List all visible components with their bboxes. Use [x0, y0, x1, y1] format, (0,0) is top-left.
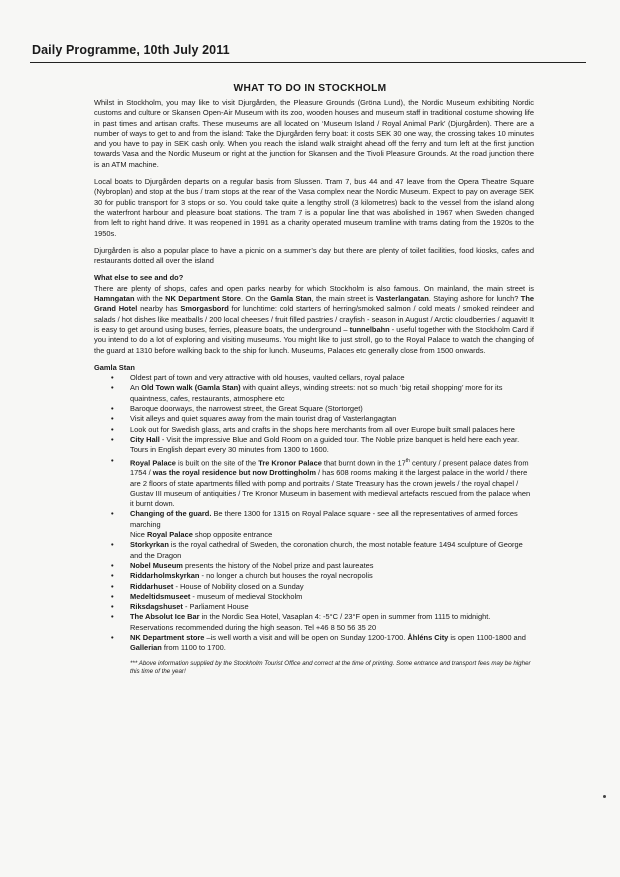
item-text: - no longer a church but houses the royal necropolis	[199, 571, 373, 581]
text-run: - useful together with the Stockholm Card if you intend to do a lot of exploring and visiting museums. You might like to just stroll, go to the Royal Palace to watch the changing of the guard at 1310 before walking back to the ship for lunch. Museums, Palaces etc generally close from 1500 onwards.	[94, 324, 534, 355]
item-bold: was the royal residence but now Drottingholm	[152, 468, 316, 478]
list-item	[130, 509, 534, 540]
gamla-stan-heading: Gamla Stan	[94, 362, 135, 372]
item-bold: Storkyrkan	[130, 540, 169, 550]
item-text: Visit alleys and quiet squares away from the main tourist drag of Vasterlangagtan	[130, 414, 397, 424]
list-item	[130, 612, 534, 633]
item-text: - Parliament House	[182, 602, 249, 612]
item-bold: City Hall	[130, 434, 160, 444]
item-text: is the royal cathedral of Sweden, the coronation church, the most notable feature 1494 sculpture of George and the Dragon	[130, 540, 523, 560]
list-item	[130, 383, 534, 404]
list-item	[130, 373, 534, 383]
scan-speck	[603, 795, 606, 798]
item-text: Nice	[130, 530, 147, 540]
text-run: nearby has	[137, 304, 181, 314]
item-text: with quaint alleys, winding streets: not so much ‘big retail shopping’ more for its quaintness, cafes, restaurants, atmosphere etc	[130, 383, 503, 403]
superscript: th	[405, 457, 410, 464]
item-text: Be there 1300 for 1315 on Royal Palace square - see all the representatives of armed forces marching	[130, 509, 518, 529]
item-bold: Åhléns City	[407, 633, 449, 643]
item-text: shop opposite entrance	[192, 530, 273, 540]
item-bold: Tre Kronor Palace	[258, 457, 322, 467]
item-bold: Changing of the guard.	[130, 509, 212, 519]
item-text: An	[130, 383, 142, 393]
item-text: presents the history of the Nobel prize and past laureates	[182, 560, 374, 570]
list-item	[130, 540, 534, 561]
what-else-heading: What else to see and do?	[94, 273, 184, 283]
list-item	[130, 456, 534, 510]
what-else-paragraph	[94, 284, 534, 356]
item-bold: Riksdagshuset	[130, 602, 183, 612]
header-divider	[30, 62, 586, 63]
list-item	[130, 414, 534, 424]
item-text: - Visit the impressive Blue and Gold Room on a guided tour. The Noble prize banquet is held here each year. Tours in English depart every 30 minutes from 1300 to 1600.	[130, 434, 520, 455]
item-text: from 1100 to 1700.	[161, 643, 226, 653]
item-text: –is well worth a visit and will be open on Sunday 1200-1700.	[204, 633, 408, 643]
list-item	[130, 425, 534, 435]
text-run: . On the	[240, 294, 271, 304]
list-item	[130, 592, 534, 602]
item-text: / has 608 rooms making it the largest palace in the world / there are 2 floors of state apartments filled with pomp and portraits / State Treasury has the crown jewels / the royal chapel / Gustav III museum of antiquities / Tre Kronor Museum in basement with medieval artefacts rescued from the palace when it burnt down.	[130, 468, 531, 509]
item-bold: Riddarhuset	[130, 581, 174, 591]
text-run: There are plenty of shops, cafes and open parks nearby for which Stockholm is also famous. On mainland, the main street is	[94, 283, 534, 293]
item-bold: NK Department store	[130, 633, 205, 643]
item-text: - museum of medieval Stockholm	[190, 591, 303, 601]
list-item	[130, 582, 534, 592]
item-bold: Nobel Museum	[130, 560, 183, 570]
footnote: *** Above information supplied by the Stockholm Tourist Office and correct at the time of printing. Some entrance and transport fees may be higher this time of the year!	[130, 659, 531, 675]
bold-grand-hotel: The Grand Hotel	[94, 294, 535, 314]
item-bold: Gallerian	[130, 643, 162, 653]
text-run: for lunchtime: cold starters of herring/smoked salmon / cold meats / smoked reindeer and salads / hot dishes like meatballs / 200 local cheeses / fruit filled pastries / crayfish - season in August / Arctic cloudberries / aquavit! It is easy to get around using buses, ferries, pleasure boats, the underground –	[94, 304, 535, 334]
text-run: , the main street is	[311, 294, 376, 304]
bold-gamla-stan: Gamla Stan	[270, 294, 312, 304]
item-bold: The Absolut Ice Bar	[130, 612, 200, 622]
bold-vasterlangatan: Vasterlangatan	[375, 294, 429, 304]
text-run: . Staying ashore for lunch?	[428, 294, 521, 304]
item-text: Look out for Swedish glass, arts and crafts in the shops here merchants from all over Europe built small palaces here	[130, 424, 515, 434]
list-item	[130, 571, 534, 581]
bold-nk-department-store: NK Department Store	[165, 294, 241, 304]
bold-smorgasbord: Smorgasbord	[180, 304, 229, 314]
item-text: century / present palace dates from 1754 /	[130, 457, 529, 478]
item-text: Baroque doorways, the narrowest street, the Great Square (Stortorget)	[130, 404, 363, 414]
text-run: with the	[134, 294, 166, 304]
item-text: is open 1100-1800 and	[448, 633, 526, 643]
header-title: Daily Programme, 10th July 2011	[32, 43, 230, 57]
item-text: Oldest part of town and very attractive with old houses, vaulted cellars, royal palace	[130, 373, 405, 383]
page-title: WHAT TO DO IN STOCKHOLM	[233, 83, 387, 94]
item-bold: Royal Palace	[130, 457, 176, 467]
item-bold: Riddarholmskyrkan	[130, 571, 200, 581]
item-bold: Medeltidsmuseet	[130, 591, 191, 601]
intro-paragraph-2: Local boats to Djurgården departs on a regular basis from Slussen. Tram 7, bus 44 and 47 leave from the Opera Theatre Square (Nybroplan) and stop at the bus / tram stops at the rear of the Vasa complex near the Nordic Museum. Expect to pay on average SEK 30 for public transport for 3 stops or so. You could take quite a lengthy stroll (3 kilometres) back to the vessel from the island along the waterfront harbour and pleasure boat stations. The tram 7 is a popular line that was abolished in 1967 when Sweden changed from left to right hand drive. It was reopened in 1991 as a charity operated museum tramline with trams dating from the 1920s to the 1950s.	[94, 177, 534, 238]
item-text: that burnt down in the 17	[321, 457, 406, 467]
intro-paragraph-1: Whilst in Stockholm, you may like to visit Djurgården, the Pleasure Grounds (Gröna Lund), the Nordic Museum exhibiting Nordic customs and culture or Skansen Open-Air Museum with its zoo, wooden houses and museum staff in traditional costume showing life in past times and artisan crafts. These museums are all located on ‘Museum Island / Royal Animal Park’ (Djurgården). There are a number of ways to get to and from the island: Take the Djurgården ferry boat: it costs SEK 30 one way, the crossing takes 10 minutes and you have to pay in SEK cash only. When you reach the island walk straight ahead off the ferry and turn left at the first junction towards Vasa and the Nordic Museum or right at the junction for Skansen and the Tivoli Pleasure Grounds. At the road junction there is an ATM machine.	[94, 98, 534, 169]
item-text: is built on the site of the	[175, 457, 259, 467]
item-text: - House of Nobility closed on a Sunday	[173, 581, 304, 591]
bold-hamngatan: Hamngatan	[94, 294, 135, 304]
document-body	[94, 98, 534, 676]
list-item	[130, 561, 534, 571]
item-text: in the Nordic Sea Hotel, Vasaplan 4: -5°C / 23°F open in summer from 1115 to midnight. Reservations recommended during the high season. Tel +46 8 50 56 35 20	[130, 612, 491, 632]
list-item	[130, 602, 534, 612]
item-bold: Old Town walk (Gamla Stan)	[141, 383, 241, 393]
list-item	[130, 633, 534, 654]
bold-tunnelbahn: tunnelbahn	[349, 324, 390, 334]
item-bold: Royal Palace	[146, 530, 193, 540]
intro-paragraph-3: Djurgården is also a popular place to have a picnic on a summer’s day but there are plenty of toilet facilities, food kiosks, cafes and restaurants dotted all over the island	[94, 245, 534, 266]
list-item	[130, 404, 534, 414]
list-item	[130, 435, 534, 456]
gamla-stan-list	[94, 373, 534, 654]
